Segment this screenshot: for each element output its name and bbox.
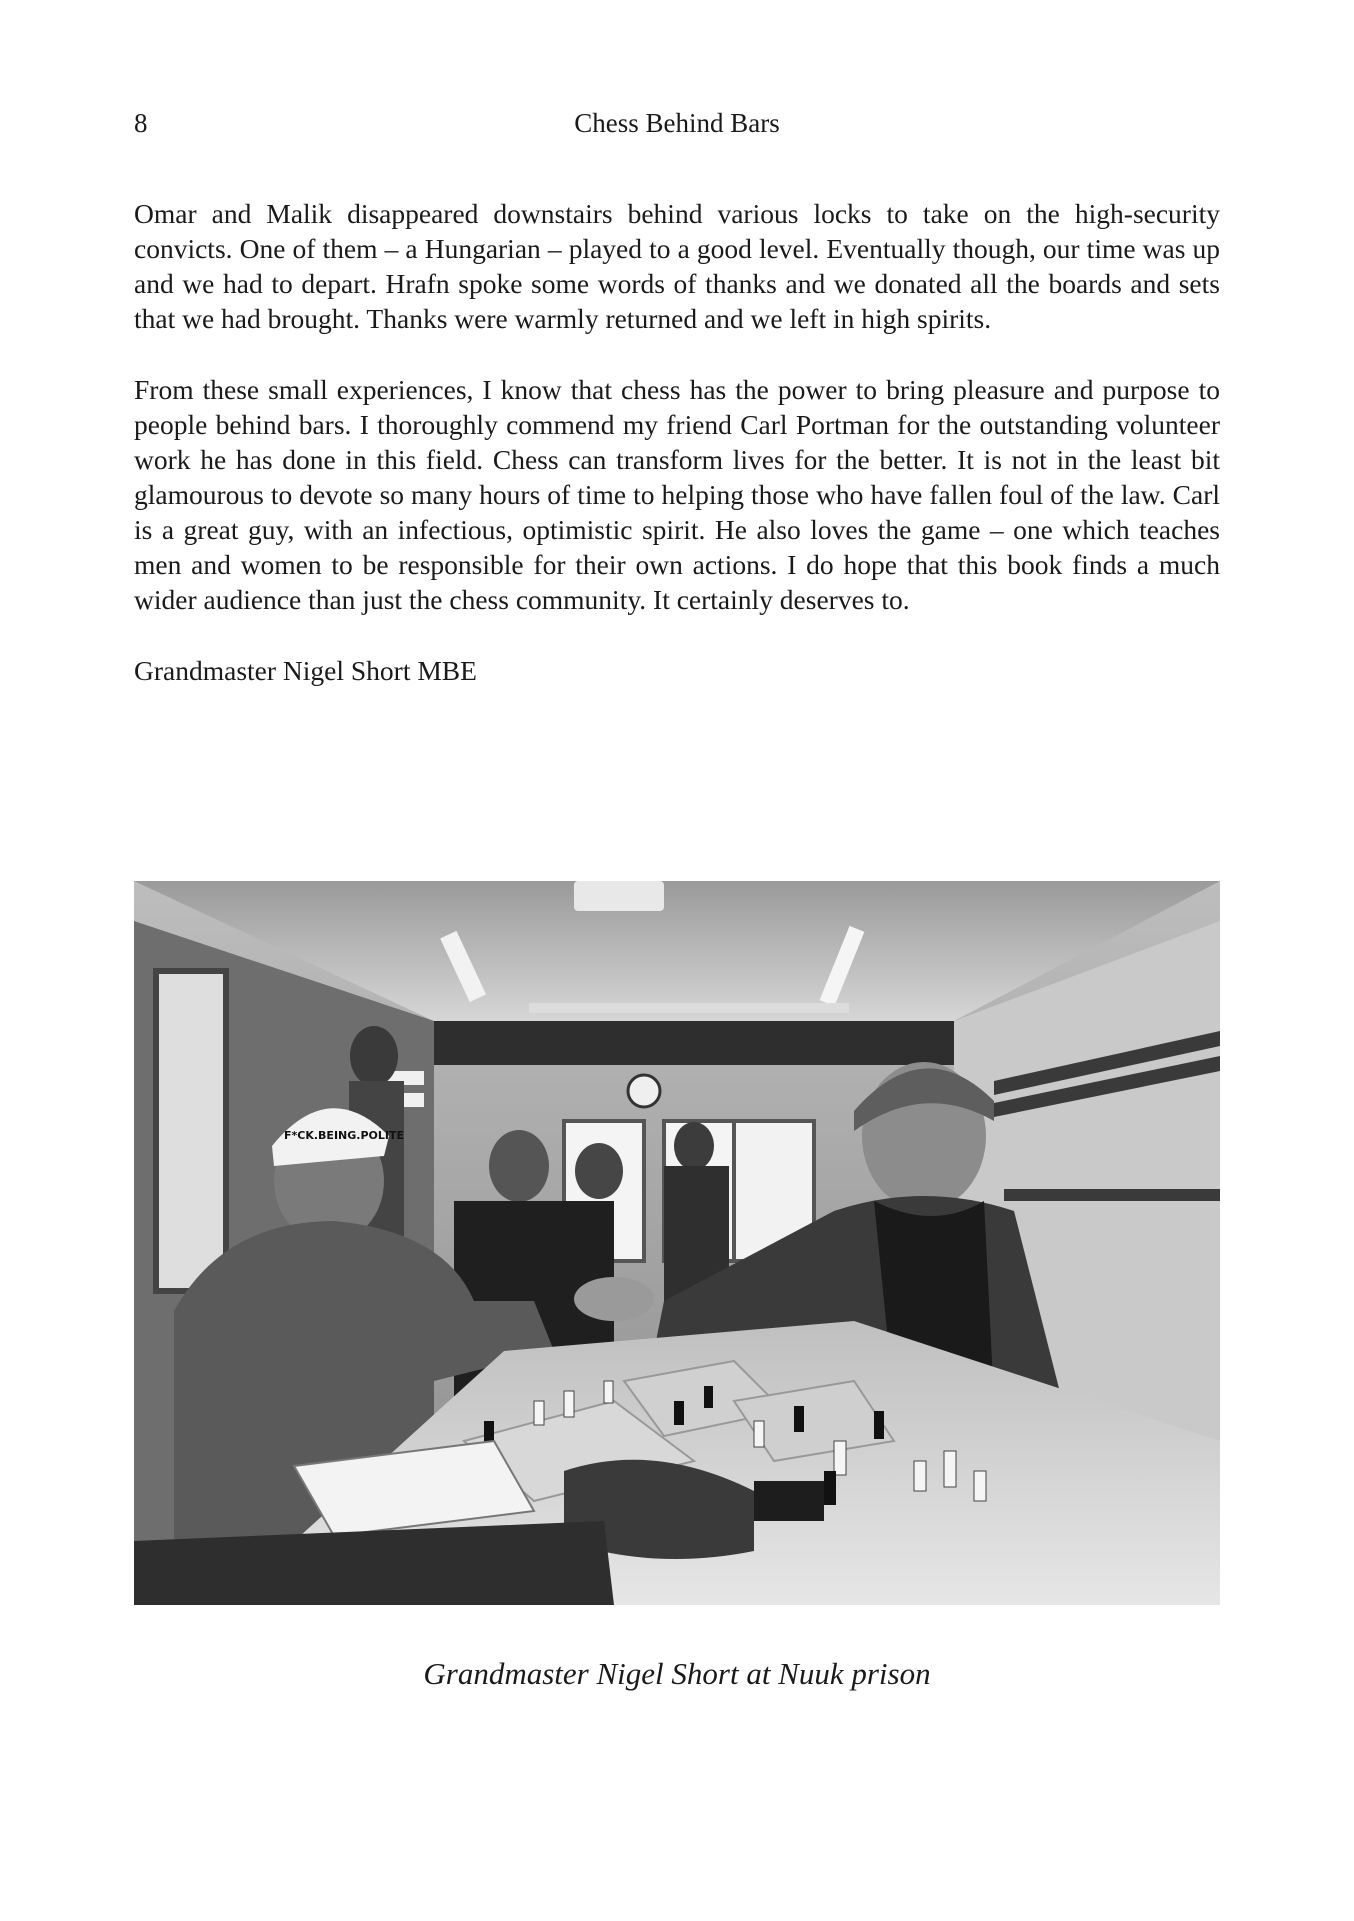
chess-photo	[134, 881, 1220, 1605]
photo-caption: Grandmaster Nigel Short at Nuuk prison	[423, 1656, 931, 1691]
paragraph-2: From these small experiences, I know that chess has the power to bring pleasure and purpose to people behind bars. I thoroughly commend my friend Carl Portman for the outstanding volunteer work he has done in this field. Chess can transform lives for the better. It is not in the least bit glamourous to devote so many hours of time to helping those who have fallen foul of the law. Carl is a great guy, with an infectious, optimistic spirit. He also loves the game – one which teaches men and women to be responsible for their own actions. I do hope that this book finds a much wider audience than just the chess community. It certainly deserves to.	[134, 374, 1220, 615]
chess-clock	[754, 1481, 824, 1521]
body-text	[134, 196, 1220, 724]
cap-text: F*CK.BEING.POLITE	[284, 1129, 404, 1142]
signature: Grandmaster Nigel Short MBE	[134, 655, 477, 686]
page-number: 8	[134, 108, 148, 138]
photo-illustration	[134, 881, 1220, 1605]
running-title: Chess Behind Bars	[574, 108, 780, 138]
paragraph-1: Omar and Malik disappeared downstairs behind various locks to take on the high-security convicts. One of them – a Hungarian – played to a good level. Eventually though, our time was up and we had to depart. Hrafn spoke some words of thanks and we donated all the boards and sets that we had brought. Thanks were warmly returned and we left in high spirits.	[134, 198, 1220, 334]
projector	[574, 881, 664, 911]
handshake	[574, 1277, 654, 1321]
page-header	[134, 108, 1220, 148]
clock-icon	[628, 1075, 660, 1107]
